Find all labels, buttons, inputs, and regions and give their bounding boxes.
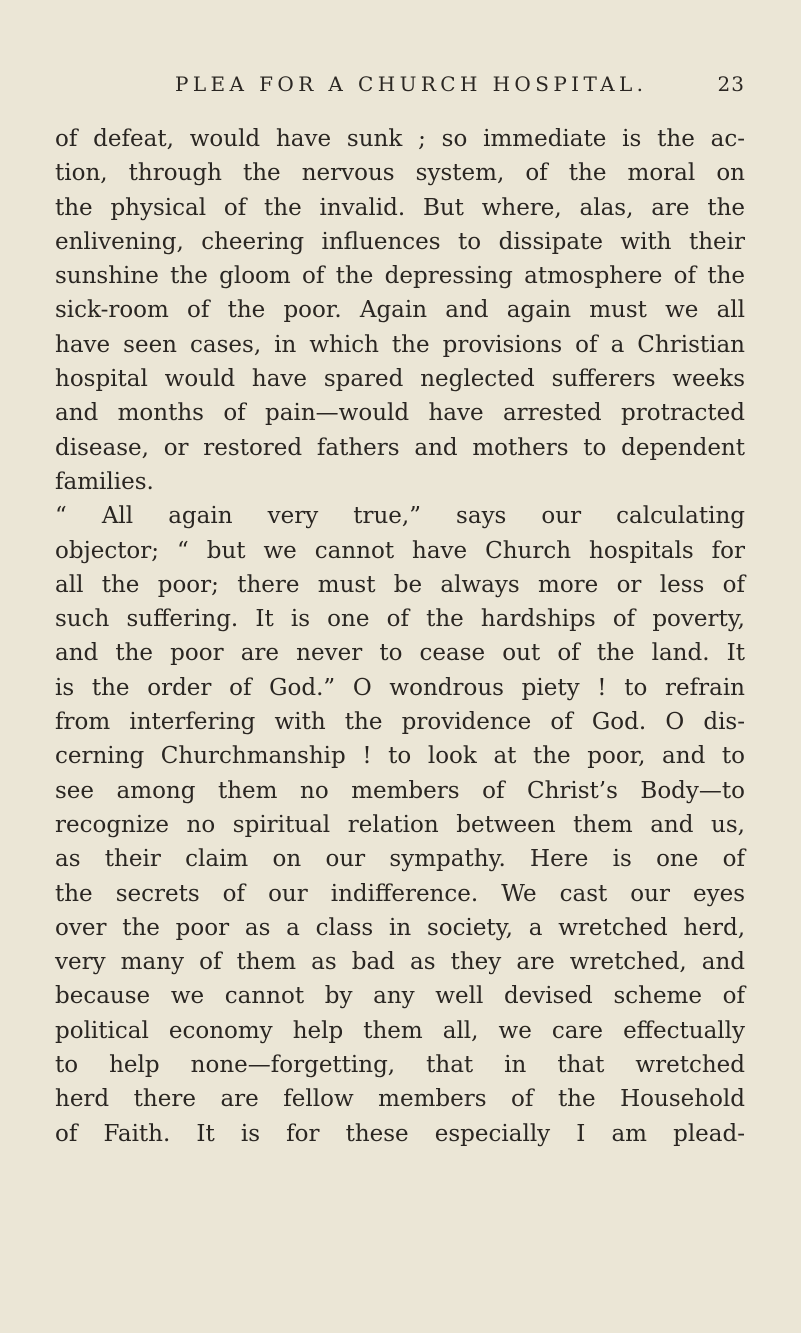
text-line: because we cannot by any well devised scheme of bbox=[55, 983, 745, 1010]
text-line: from interfering with the providence of God. O dis- bbox=[55, 709, 745, 736]
text-line: all the poor; there must be always more or less of bbox=[55, 571, 745, 598]
text-line: tion, through the nervous system, of the moral on bbox=[55, 160, 745, 187]
text-line: sick-room of the poor. Again and again must we all bbox=[55, 297, 745, 324]
text-line: such suffering. It is one of the hardships of poverty, bbox=[55, 606, 745, 633]
text-line: very many of them as bad as they are wretched, and bbox=[55, 949, 745, 976]
text-line: and the poor are never to cease out of the land. It bbox=[55, 640, 745, 667]
text-line: to help none—forgetting, that in that wretched bbox=[55, 1052, 745, 1079]
text-line: disease, or restored fathers and mothers to dependent bbox=[55, 434, 745, 461]
text-line: the secrets of our indifference. We cast our eyes bbox=[55, 880, 745, 907]
text-line: over the poor as a class in society, a wretched herd, bbox=[55, 914, 745, 941]
running-head bbox=[55, 72, 745, 108]
text-line: recognize no spiritual relation between them and us, bbox=[55, 811, 745, 838]
text-line: of defeat, would have sunk ; so immediate is the ac- bbox=[55, 126, 745, 152]
body-text bbox=[55, 122, 745, 1151]
text-line: of Faith. It is for these especially I am plead- bbox=[55, 1120, 745, 1147]
text-line: sunshine the gloom of the depressing atmosphere of the bbox=[55, 263, 745, 290]
text-line: have seen cases, in which the provisions of a Christian bbox=[55, 331, 745, 358]
text-line: families. bbox=[55, 468, 154, 495]
page-number: 23 bbox=[717, 72, 745, 96]
text-line: political economy help them all, we care effectually bbox=[55, 1017, 745, 1044]
text-line: cerning Churchmanship ! to look at the poor, and to bbox=[55, 743, 745, 770]
text-line: enlivening, cheering influences to dissipate with their bbox=[55, 228, 745, 255]
text-line: is the order of God.” O wondrous piety ! to refrain bbox=[55, 674, 745, 701]
text-line: see among them no members of Christ’s Body—to bbox=[55, 777, 745, 804]
running-title: PLEA FOR A CHURCH HOSPITAL. bbox=[175, 72, 648, 96]
text-line: the physical of the invalid. But where, alas, are the bbox=[55, 194, 745, 221]
text-line: “ All again very true,” says our calculating bbox=[55, 503, 745, 530]
text-line: herd there are fellow members of the Household bbox=[55, 1086, 745, 1113]
text-line: objector; “ but we cannot have Church hospitals for bbox=[55, 537, 745, 564]
text-line: as their claim on our sympathy. Here is one of bbox=[55, 846, 745, 873]
text-line: and months of pain—would have arrested protracted bbox=[55, 400, 745, 427]
text-line: hospital would have spared neglected sufferers weeks bbox=[55, 366, 745, 393]
